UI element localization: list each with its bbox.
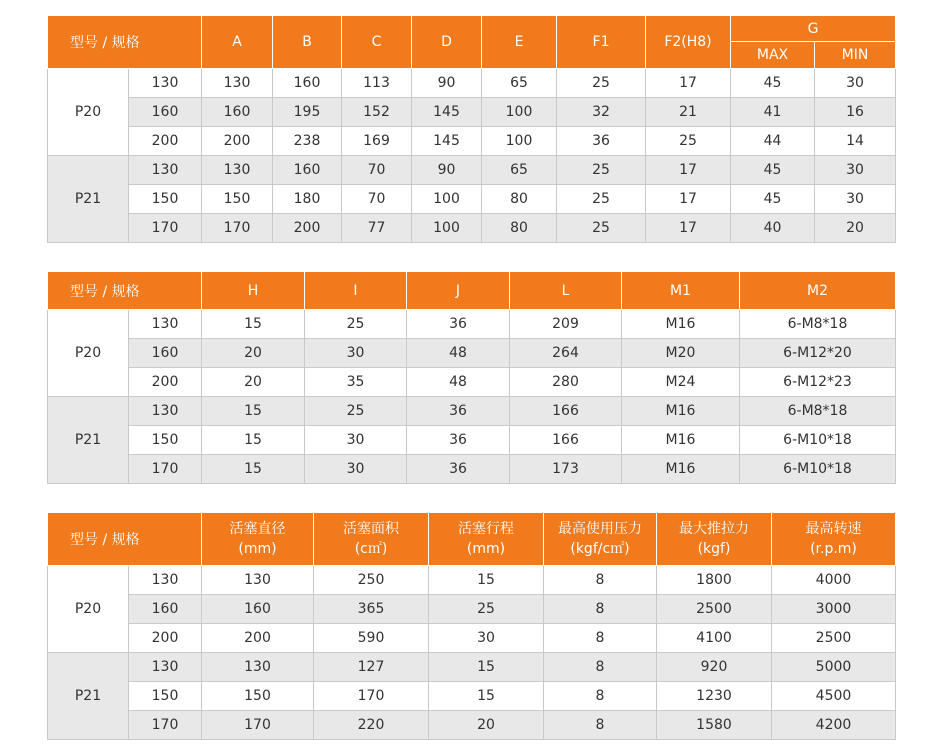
value-cell: 17 (646, 156, 731, 185)
value-cell: 590 (314, 624, 429, 653)
value-cell: 30 (815, 69, 896, 98)
value-cell: 4500 (772, 682, 896, 711)
value-cell: 36 (407, 397, 510, 426)
col-header: 最高使用压力 (kgf/c㎡) (544, 513, 657, 566)
value-cell: 25 (646, 127, 731, 156)
value-cell: 169 (342, 127, 412, 156)
value-cell: 48 (407, 339, 510, 368)
model-cell: P20 (48, 310, 129, 397)
value-cell: 30 (305, 339, 407, 368)
value-cell: 145 (412, 98, 482, 127)
value-cell: 65 (482, 156, 557, 185)
col-header: F1 (557, 16, 646, 69)
value-cell: 35 (305, 368, 407, 397)
table-row (48, 566, 896, 595)
value-cell: 200 (202, 127, 273, 156)
spec-cell: 130 (129, 156, 202, 185)
col-header: 最高转速 (r.p.m) (772, 513, 896, 566)
value-cell: M16 (622, 310, 740, 339)
model-cell: P20 (48, 69, 129, 156)
performance-table (47, 512, 896, 740)
value-cell: 36 (407, 426, 510, 455)
table-row (48, 98, 896, 127)
model-cell: P21 (48, 397, 129, 484)
spec-cell: 160 (129, 339, 202, 368)
value-cell: M24 (622, 368, 740, 397)
value-cell: M16 (622, 426, 740, 455)
value-cell: 209 (510, 310, 622, 339)
spec-cell: 160 (129, 98, 202, 127)
spec-cell: 130 (129, 653, 202, 682)
model-cell: P20 (48, 566, 129, 653)
col-header-max: MAX (731, 42, 815, 69)
table-row (48, 310, 896, 339)
value-cell: 1230 (657, 682, 772, 711)
value-cell: 15 (202, 310, 305, 339)
value-cell: 36 (407, 455, 510, 484)
value-cell: 65 (482, 69, 557, 98)
value-cell: 4200 (772, 711, 896, 740)
table-body (48, 69, 896, 243)
value-cell: 166 (510, 426, 622, 455)
table-body (48, 566, 896, 740)
table-row (48, 214, 896, 243)
value-cell: 195 (273, 98, 342, 127)
value-cell: 90 (412, 156, 482, 185)
value-cell: 170 (202, 711, 314, 740)
value-cell: 41 (731, 98, 815, 127)
table-row (48, 69, 896, 98)
table-row (48, 653, 896, 682)
value-cell: 160 (273, 156, 342, 185)
value-cell: 25 (557, 69, 646, 98)
value-cell: 220 (314, 711, 429, 740)
value-cell: 160 (202, 595, 314, 624)
value-cell: 8 (544, 682, 657, 711)
value-cell: M16 (622, 397, 740, 426)
value-cell: 20 (815, 214, 896, 243)
value-cell: 5000 (772, 653, 896, 682)
value-cell: 150 (202, 682, 314, 711)
value-cell: 113 (342, 69, 412, 98)
table-row (48, 397, 896, 426)
value-cell: 15 (202, 455, 305, 484)
spec-cell: 150 (129, 185, 202, 214)
value-cell: 45 (731, 69, 815, 98)
spec-cell: 130 (129, 397, 202, 426)
col-header: 活塞直径 (mm) (202, 513, 314, 566)
value-cell: 70 (342, 156, 412, 185)
value-cell: 44 (731, 127, 815, 156)
value-cell: 25 (429, 595, 544, 624)
value-cell: 30 (429, 624, 544, 653)
value-cell: 200 (273, 214, 342, 243)
value-cell: 6-M12*23 (740, 368, 896, 397)
value-cell: 100 (482, 127, 557, 156)
value-cell: 6-M8*18 (740, 310, 896, 339)
model-spec-header: 型号 / 规格 (48, 272, 202, 310)
value-cell: 130 (202, 653, 314, 682)
table-row (48, 682, 896, 711)
value-cell: 264 (510, 339, 622, 368)
value-cell: 15 (429, 682, 544, 711)
spec-cell: 130 (129, 310, 202, 339)
value-cell: 173 (510, 455, 622, 484)
col-header-min: MIN (815, 42, 896, 69)
value-cell: 180 (273, 185, 342, 214)
table-row (48, 127, 896, 156)
value-cell: 17 (646, 185, 731, 214)
value-cell: 365 (314, 595, 429, 624)
value-cell: 30 (305, 455, 407, 484)
value-cell: 25 (557, 185, 646, 214)
value-cell: 130 (202, 156, 273, 185)
spec-cell: 150 (129, 426, 202, 455)
value-cell: 130 (202, 69, 273, 98)
value-cell: 6-M10*18 (740, 426, 896, 455)
value-cell: 15 (429, 653, 544, 682)
value-cell: 77 (342, 214, 412, 243)
value-cell: 36 (557, 127, 646, 156)
value-cell: 25 (557, 156, 646, 185)
value-cell: 2500 (657, 595, 772, 624)
model-cell: P21 (48, 653, 129, 740)
value-cell: 36 (407, 310, 510, 339)
table-row (48, 595, 896, 624)
table-row (48, 156, 896, 185)
value-cell: 160 (202, 98, 273, 127)
value-cell: 6-M8*18 (740, 397, 896, 426)
value-cell: 90 (412, 69, 482, 98)
value-cell: 8 (544, 624, 657, 653)
spec-cell: 150 (129, 682, 202, 711)
value-cell: 200 (202, 624, 314, 653)
value-cell: 145 (412, 127, 482, 156)
value-cell: 30 (305, 426, 407, 455)
value-cell: 166 (510, 397, 622, 426)
value-cell: 250 (314, 566, 429, 595)
value-cell: 15 (202, 397, 305, 426)
value-cell: 25 (557, 214, 646, 243)
value-cell: M20 (622, 339, 740, 368)
col-header: F2(H8) (646, 16, 731, 69)
value-cell: 17 (646, 69, 731, 98)
col-header: C (342, 16, 412, 69)
table-row (48, 426, 896, 455)
value-cell: 100 (412, 214, 482, 243)
col-header: B (273, 16, 342, 69)
value-cell: 152 (342, 98, 412, 127)
value-cell: 1800 (657, 566, 772, 595)
value-cell: 6-M12*20 (740, 339, 896, 368)
value-cell: 30 (815, 156, 896, 185)
spec-cell: 170 (129, 711, 202, 740)
value-cell: 1580 (657, 711, 772, 740)
value-cell: 40 (731, 214, 815, 243)
value-cell: 15 (429, 566, 544, 595)
value-cell: 14 (815, 127, 896, 156)
spec-cell: 200 (129, 368, 202, 397)
value-cell: 80 (482, 214, 557, 243)
spec-cell: 170 (129, 455, 202, 484)
value-cell: 17 (646, 214, 731, 243)
spec-cell: 200 (129, 624, 202, 653)
value-cell: 160 (273, 69, 342, 98)
table-body (48, 310, 896, 484)
table-row (48, 339, 896, 368)
table-row (48, 455, 896, 484)
value-cell: 45 (731, 156, 815, 185)
value-cell: 238 (273, 127, 342, 156)
value-cell: 80 (482, 185, 557, 214)
table-row (48, 368, 896, 397)
value-cell: 8 (544, 595, 657, 624)
col-header: 活塞面积 (c㎡) (314, 513, 429, 566)
value-cell: 20 (202, 368, 305, 397)
col-header: J (407, 272, 510, 310)
col-header: I (305, 272, 407, 310)
value-cell: 8 (544, 566, 657, 595)
spec-cell: 130 (129, 566, 202, 595)
value-cell: 30 (815, 185, 896, 214)
spec-cell: 160 (129, 595, 202, 624)
value-cell: 150 (202, 185, 273, 214)
col-header: A (202, 16, 273, 69)
col-header: 最大推拉力 (kgf) (657, 513, 772, 566)
col-header: E (482, 16, 557, 69)
spec-cell: 200 (129, 127, 202, 156)
dimension-table-2 (47, 271, 896, 484)
col-header: L (510, 272, 622, 310)
model-spec-header: 型号 / 规格 (48, 513, 202, 566)
col-header-g: G (731, 16, 896, 42)
value-cell: 45 (731, 185, 815, 214)
value-cell: M16 (622, 455, 740, 484)
model-cell: P21 (48, 156, 129, 243)
spec-cell: 130 (129, 69, 202, 98)
value-cell: 170 (314, 682, 429, 711)
model-spec-header: 型号 / 规格 (48, 16, 202, 69)
value-cell: 15 (202, 426, 305, 455)
value-cell: 100 (412, 185, 482, 214)
col-header: M1 (622, 272, 740, 310)
value-cell: 130 (202, 566, 314, 595)
value-cell: 100 (482, 98, 557, 127)
value-cell: 48 (407, 368, 510, 397)
value-cell: 920 (657, 653, 772, 682)
col-header: D (412, 16, 482, 69)
value-cell: 8 (544, 653, 657, 682)
value-cell: 3000 (772, 595, 896, 624)
table-row (48, 711, 896, 740)
value-cell: 32 (557, 98, 646, 127)
table-row (48, 185, 896, 214)
value-cell: 25 (305, 310, 407, 339)
value-cell: 6-M10*18 (740, 455, 896, 484)
value-cell: 2500 (772, 624, 896, 653)
value-cell: 25 (305, 397, 407, 426)
col-header: H (202, 272, 305, 310)
col-header: M2 (740, 272, 896, 310)
value-cell: 4000 (772, 566, 896, 595)
table-row (48, 624, 896, 653)
value-cell: 20 (202, 339, 305, 368)
value-cell: 170 (202, 214, 273, 243)
value-cell: 21 (646, 98, 731, 127)
value-cell: 16 (815, 98, 896, 127)
col-header: 活塞行程 (mm) (429, 513, 544, 566)
dimension-table-1 (47, 15, 896, 243)
value-cell: 70 (342, 185, 412, 214)
value-cell: 20 (429, 711, 544, 740)
value-cell: 127 (314, 653, 429, 682)
value-cell: 4100 (657, 624, 772, 653)
spec-cell: 170 (129, 214, 202, 243)
value-cell: 280 (510, 368, 622, 397)
value-cell: 8 (544, 711, 657, 740)
